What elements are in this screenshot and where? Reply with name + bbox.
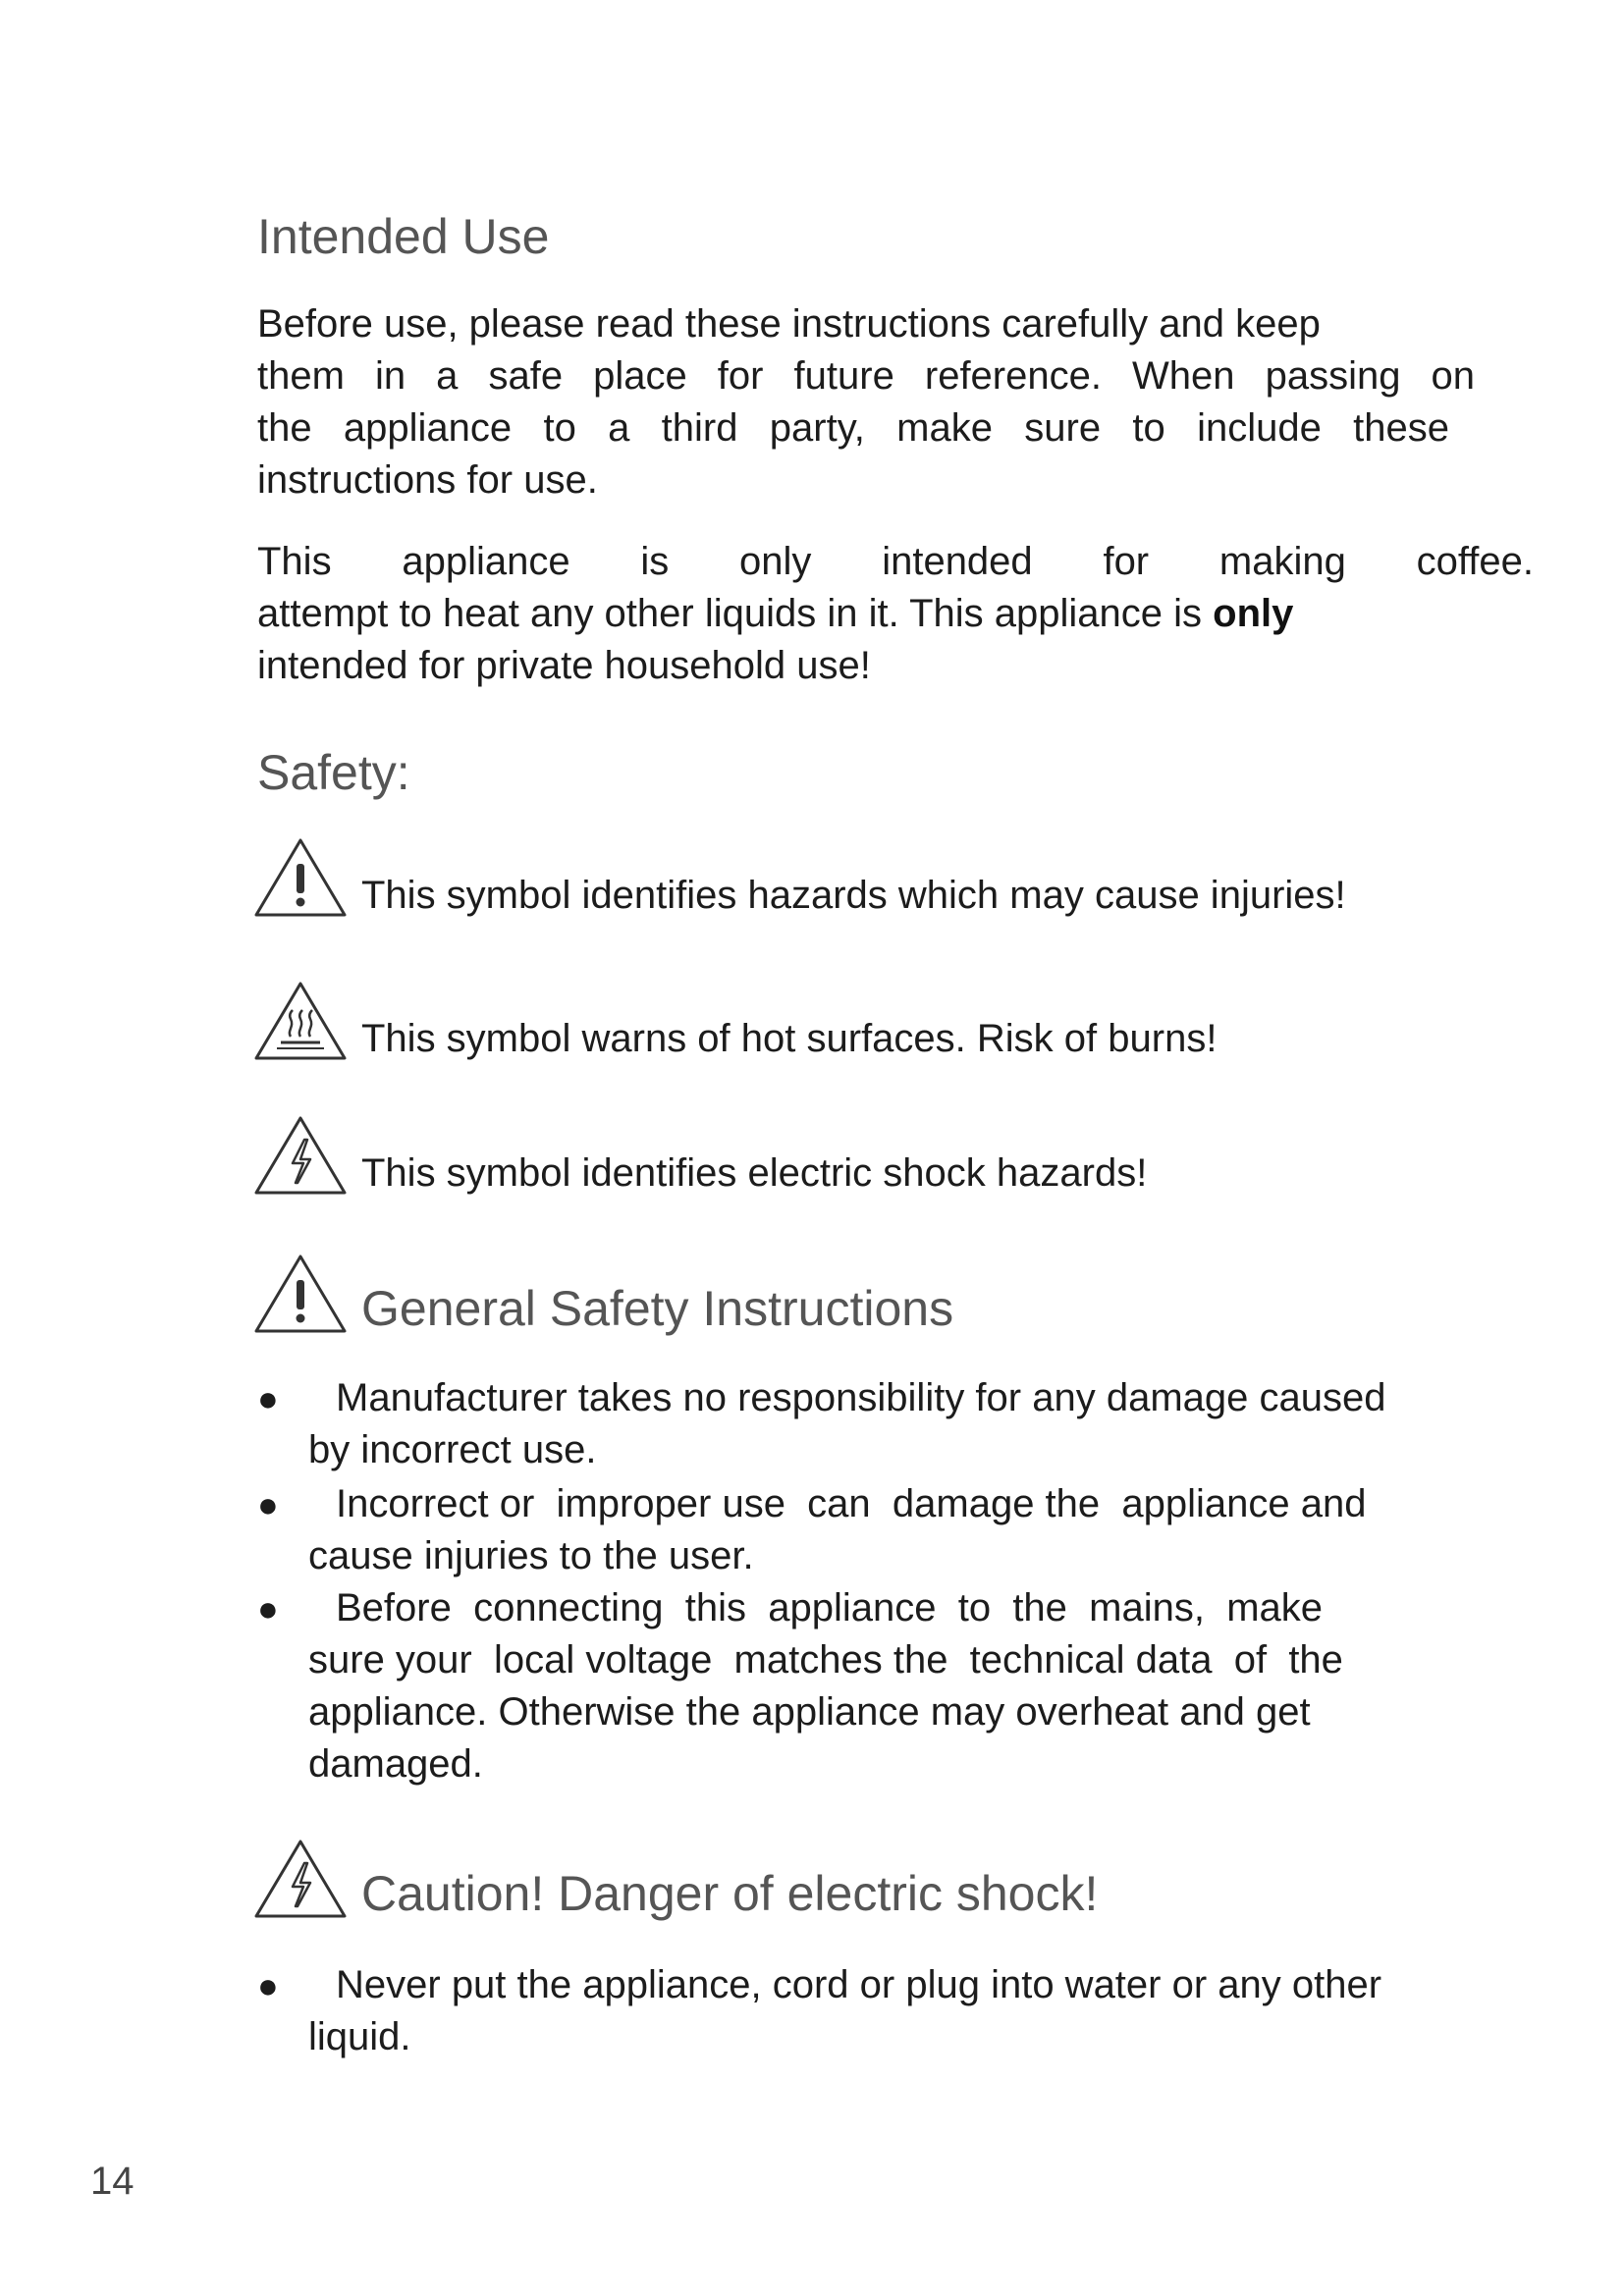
para1-line-4: instructions for use. [257,458,598,502]
symbol-row-hot-surface [253,974,1217,1062]
electric-symbol-text: This symbol identifies electric shock hazards! [361,1151,1148,1195]
para1-line-1: Before use, please read these instructions carefully and keep [257,302,1321,346]
bullet-first-line: Never put the appliance, cord or plug into water or any other [336,1963,1382,2006]
intended-use-paragraph-1 [257,298,1475,507]
bullet-continuation: sure your local voltage matches the technical data of the [308,1638,1343,1682]
bullet-continuation: cause injuries to the user. [308,1534,754,1577]
hot-surface-symbol-text: This symbol warns of hot surfaces. Risk of burns! [361,1017,1218,1060]
bullet-first-line: Before connecting this appliance to the mains, make [336,1586,1323,1629]
list-item [257,1372,1475,1476]
para2-only-emphasis: only [1213,592,1294,635]
para2-line-2-text: attempt to heat any other liquids in it. This appliance is [257,592,1203,635]
safety-heading: Safety: [257,745,410,800]
para2-line-1: This appliance is only intended for making coffee. [257,540,1534,583]
bullet-continuation: by incorrect use. [308,1428,597,1471]
bullet-continuation: liquid. [308,2015,411,2058]
caution-list [257,1959,1475,2063]
bullet-continuation: appliance. Otherwise the appliance may overheat and get [308,1690,1311,1734]
electric-shock-icon [253,1838,348,1920]
intended-use-paragraph-2 [257,536,1534,692]
intended-use-heading: Intended Use [257,209,550,264]
bullet-dot: ● [257,1965,279,2005]
warning-exclamation-icon [253,1253,348,1335]
caution-heading: Caution! Danger of electric shock! [361,1866,1099,1921]
list-item [257,1478,1475,1582]
bullet-dot: ● [257,1588,279,1629]
bullet-first-line: Incorrect or improper use can damage the appliance and [336,1482,1367,1525]
list-item [257,1582,1475,1790]
para2-line-3: intended for private household use! [257,644,871,687]
electric-shock-icon [253,1114,348,1197]
hazard-symbol-text: This symbol identifies hazards which may cause injuries! [361,874,1346,917]
bullet-continuation: damaged. [308,1742,483,1786]
list-item [257,1959,1475,2063]
bullet-dot: ● [257,1484,279,1524]
general-safety-heading: General Safety Instructions [361,1281,954,1336]
symbol-row-hazard [253,830,1346,919]
symbol-row-electric [253,1108,1147,1197]
para1-line-2: them in a safe place for future reference. When passing on [257,354,1475,398]
bullet-dot: ● [257,1378,279,1418]
page-number: 14 [90,2160,135,2203]
para2-line-2 [257,588,1534,640]
general-safety-heading-row [253,1247,953,1335]
hot-surface-icon [253,980,348,1062]
caution-heading-row [253,1832,1098,1920]
general-safety-list [257,1372,1475,1790]
bullet-first-line: Manufacturer takes no responsibility for any damage caused [336,1376,1386,1419]
para1-line-3: the appliance to a third party, make sure to include these [257,406,1449,450]
warning-exclamation-icon [253,836,348,919]
